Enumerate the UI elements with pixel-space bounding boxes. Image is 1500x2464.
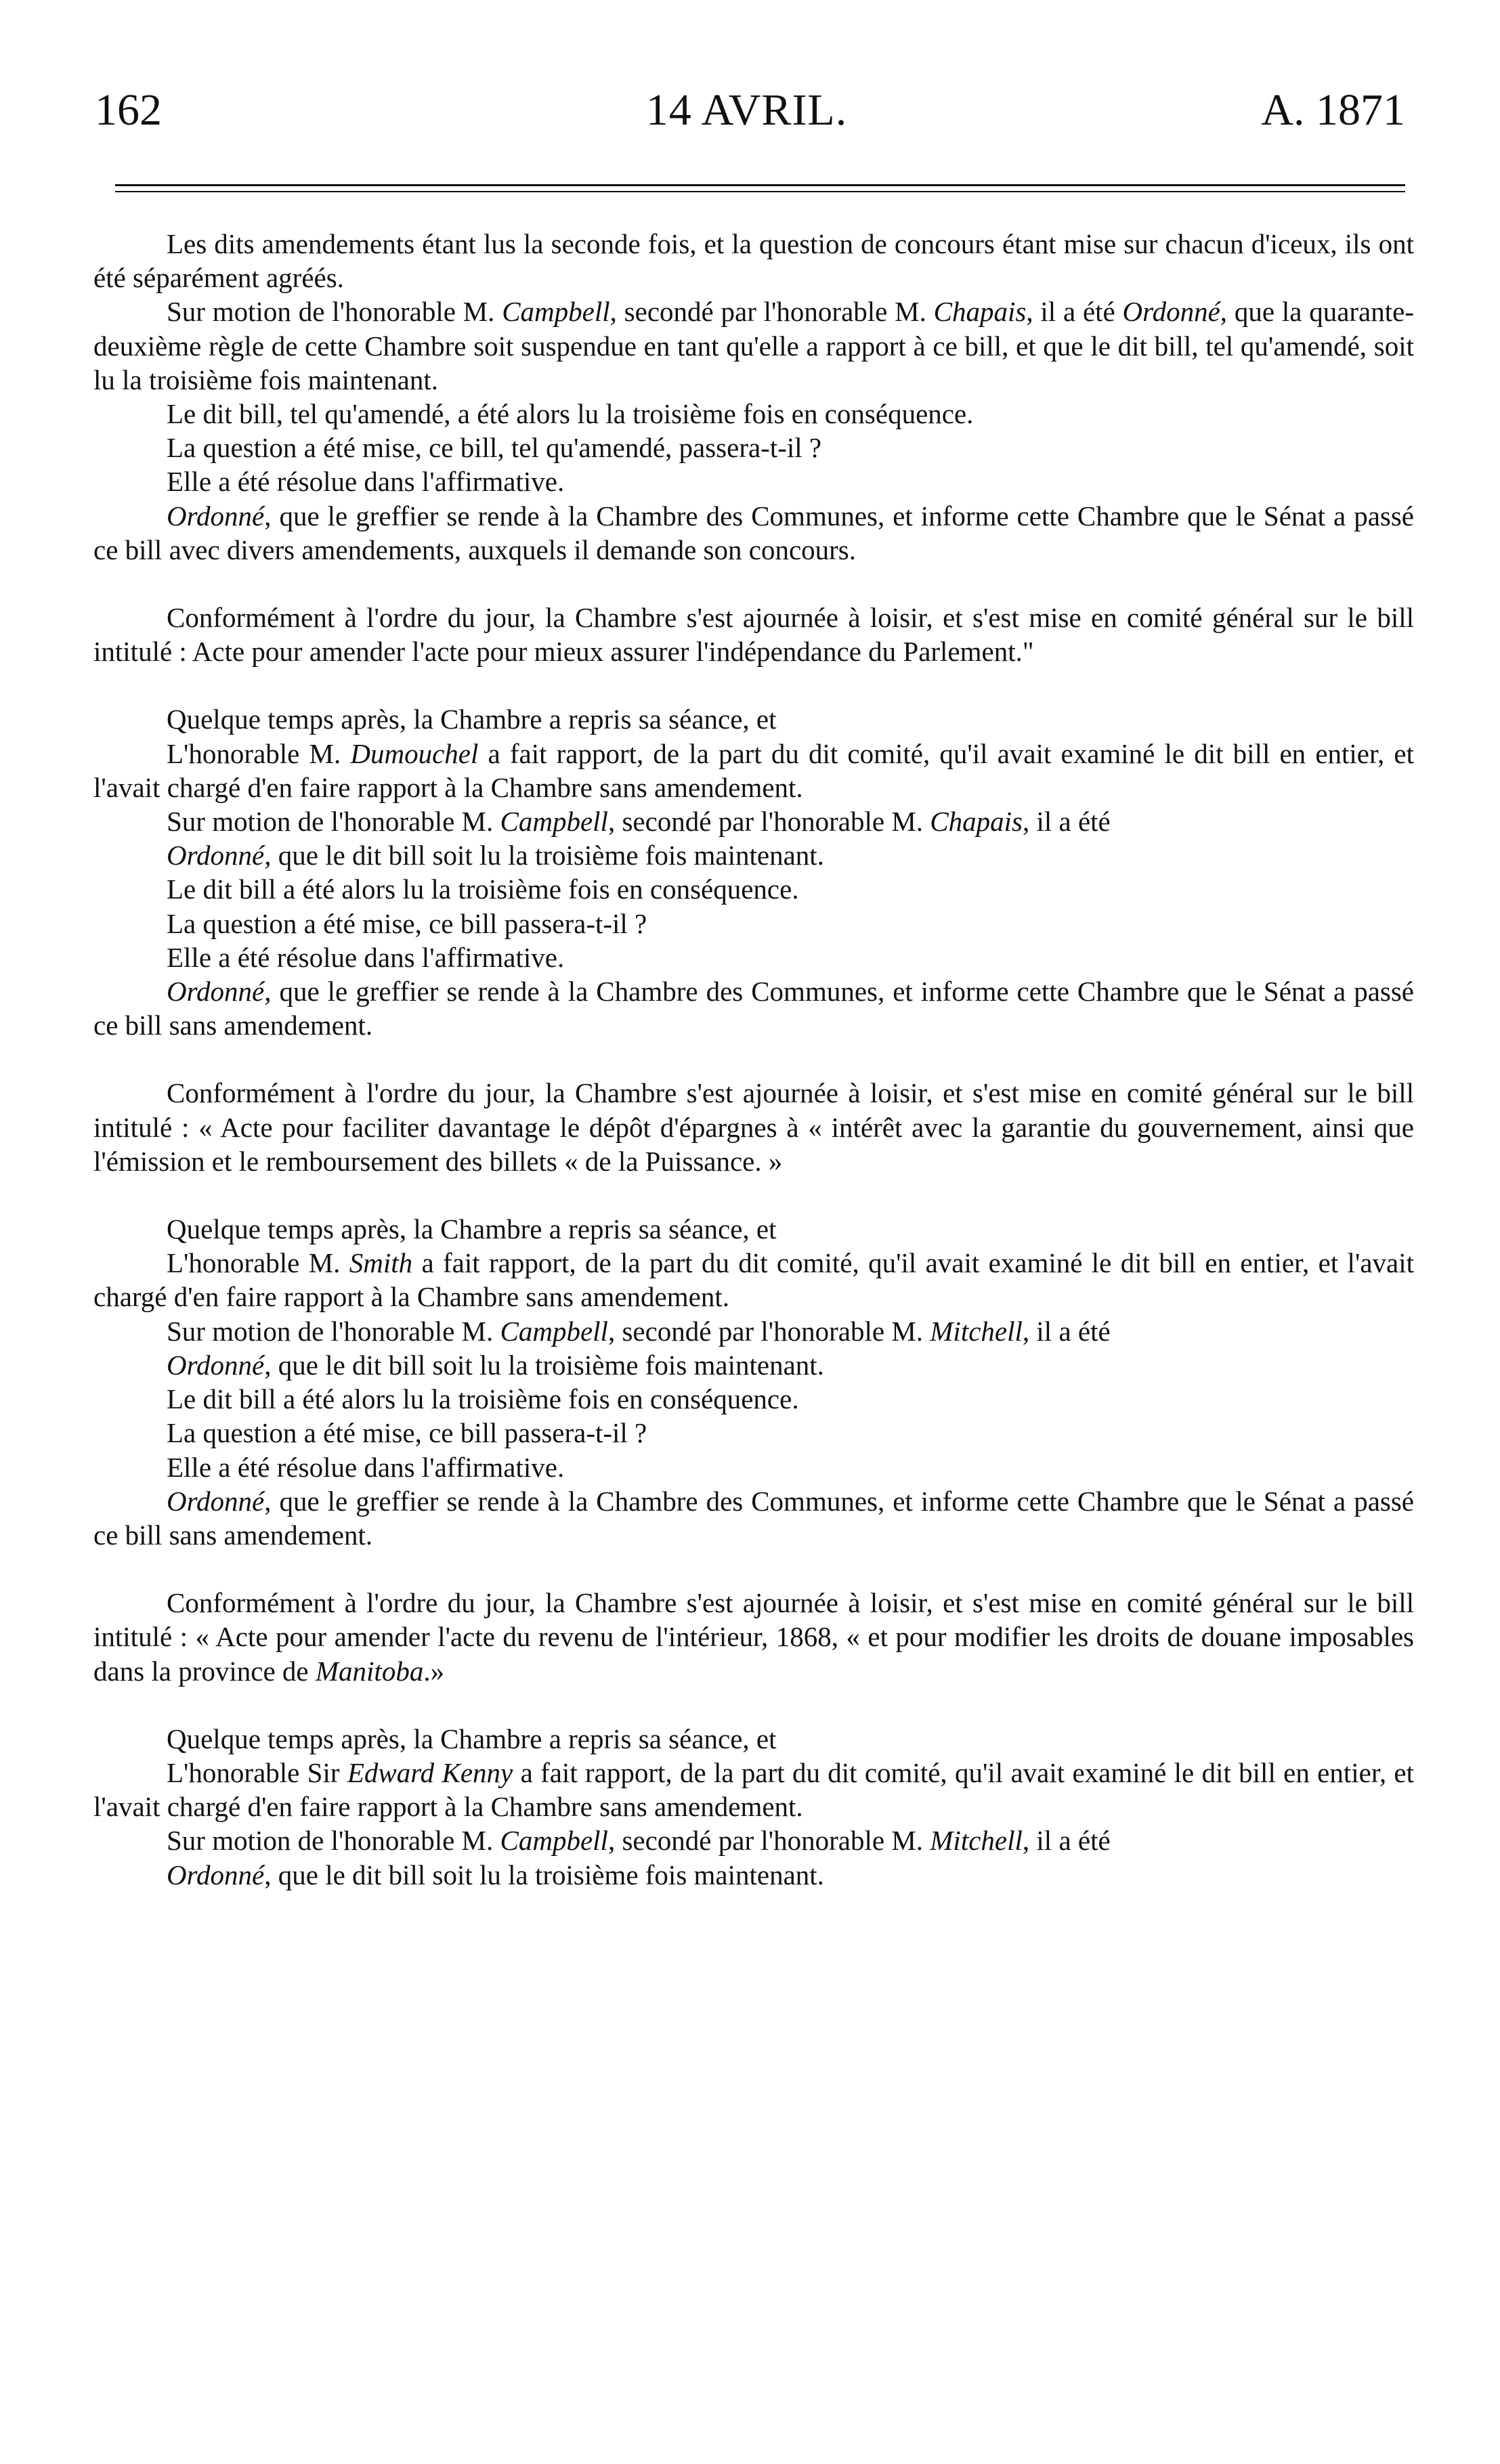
- italic-name: Ordonné: [167, 1859, 265, 1890]
- paragraph: [93, 1416, 1414, 1450]
- header-rule: [115, 184, 1405, 186]
- text-run: Conformément à l'ordre du jour, la Chambre s'est ajournée à loisir, et s'est mise en comité général sur le bill intitulé : Acte pour amender l'acte pour mieux assurer l'indépendance du Parlement.": [93, 602, 1414, 668]
- paragraph: [93, 295, 1414, 397]
- text-run: Les dits amendements étant lus la seconde fois, et la question de concours étant mise sur chacun d'iceux, ils ont été séparément agréés.: [93, 228, 1414, 294]
- text-run: L'honorable M.: [167, 1247, 349, 1279]
- italic-name: Ordonné: [167, 1485, 265, 1517]
- italic-name: Campbell: [500, 806, 608, 838]
- header-year: A. 1871: [1261, 85, 1405, 135]
- text-run: , que le dit bill soit lu la troisième fois maintenant.: [264, 1859, 824, 1890]
- paragraph: [93, 464, 1414, 498]
- paragraph: [93, 702, 1414, 736]
- text-run: Elle a été résolue dans l'affirmative.: [167, 941, 565, 973]
- italic-name: Ordonné: [167, 840, 265, 871]
- italic-name: Campbell: [500, 1315, 608, 1347]
- italic-name: Smith: [349, 1247, 413, 1279]
- paragraph: [93, 1076, 1414, 1178]
- paragraph: [93, 1823, 1414, 1857]
- journal-text: [93, 227, 1414, 1892]
- text-run: a fait rapport, de la part du dit comité, qu'il avait examiné le dit bill en entier, et l'avait chargé d'en faire rapport à la Chambre sans amendement.: [93, 1247, 1415, 1313]
- paragraph: [93, 1722, 1414, 1756]
- paragraph: [93, 431, 1414, 464]
- text-run: , que le dit bill soit lu la troisième fois maintenant.: [264, 840, 824, 871]
- text-run: Sur motion de l'honorable M.: [167, 1315, 500, 1347]
- italic-name: Chapais: [933, 296, 1027, 328]
- text-run: L'honorable Sir: [167, 1756, 347, 1788]
- paragraph: [93, 1382, 1414, 1416]
- text-run: Sur motion de l'honorable M.: [167, 1825, 500, 1857]
- text-run: , il a été: [1022, 1315, 1111, 1347]
- text-run: Le dit bill a été alors lu la troisième fois en conséquence.: [167, 1383, 799, 1415]
- paragraph: [93, 1314, 1414, 1348]
- paragraph: [93, 737, 1414, 804]
- italic-name: Mitchell: [930, 1315, 1023, 1347]
- text-run: , secondé par l'honorable M.: [607, 1825, 930, 1857]
- italic-name: Chapais: [930, 806, 1023, 838]
- paragraph: [93, 804, 1414, 838]
- text-run: Elle a été résolue dans l'affirmative.: [167, 466, 565, 498]
- text-run: La question a été mise, ce bill passera-t-il ?: [167, 1417, 647, 1449]
- text-run: , il a été: [1022, 806, 1111, 838]
- italic-name: Ordonné: [1122, 296, 1220, 328]
- italic-name: Ordonné: [167, 500, 265, 532]
- text-run: Quelque temps après, la Chambre a repris sa séance, et: [167, 1723, 777, 1754]
- text-run: , il a été: [1022, 1825, 1111, 1857]
- text-run: La question a été mise, ce bill, tel qu'amendé, passera-t-il ?: [167, 432, 822, 464]
- italic-name: Mitchell: [930, 1825, 1023, 1857]
- text-run: Elle a été résolue dans l'affirmative.: [167, 1451, 565, 1483]
- italic-name: Dumouchel: [350, 737, 479, 769]
- text-run: Quelque temps après, la Chambre a repris sa séance, et: [167, 704, 777, 735]
- paragraph: [93, 1484, 1414, 1552]
- paragraph: [93, 1858, 1414, 1892]
- text-run: Sur motion de l'honorable M.: [167, 296, 502, 328]
- text-run: , il a été: [1026, 296, 1123, 328]
- text-run: La question a été mise, ce bill passera-t-il ?: [167, 907, 647, 939]
- header-rule-thin: [115, 191, 1405, 192]
- paragraph: [93, 974, 1414, 1042]
- paragraph: [93, 1756, 1414, 1823]
- italic-name: Edward Kenny: [347, 1756, 513, 1788]
- paragraph: [93, 227, 1414, 295]
- text-run: , que le dit bill soit lu la troisième fois maintenant.: [264, 1349, 824, 1381]
- text-run: , que le greffier se rende à la Chambre des Communes, et informe cette Chambre que le Sénat a passé ce bill sans amendement.: [93, 1485, 1414, 1551]
- paragraph: [93, 499, 1414, 567]
- paragraph: [93, 872, 1414, 906]
- text-run: , que la quarante-deuxième règle de cette Chambre soit suspendue en tant qu'elle a rapport à ce bill, et que le dit bill, tel qu'amendé, soit lu la troisième fois maintenant.: [93, 296, 1414, 395]
- text-run: a fait rapport, de la part du dit comité, qu'il avait examiné le dit bill en entier, et l'avait chargé d'en faire rapport à la Chambre sans amendement.: [93, 1756, 1415, 1823]
- text-run: L'honorable M.: [167, 737, 351, 769]
- text-run: Conformément à l'ordre du jour, la Chambre s'est ajournée à loisir, et s'est mise en comité général sur le bill intitulé : « Acte pour amender l'acte du revenu de l'intérieur, 1868, « et pour modifier les droits de douane imposables dans la province de: [93, 1587, 1414, 1687]
- text-run: Conformément à l'ordre du jour, la Chambre s'est ajournée à loisir, et s'est mise en comité général sur le bill intitulé : « Acte pour faciliter davantage le dépôt d'épargnes à « intérêt avec la garantie du gouvernement, ainsi que l'émission et le remboursement des billets « de la Puissance. »: [93, 1077, 1414, 1177]
- paragraph: [93, 907, 1414, 941]
- text-run: , secondé par l'honorable M.: [607, 806, 930, 838]
- text-run: a fait rapport, de la part du dit comité, qu'il avait examiné le dit bill en entier, et l'avait chargé d'en faire rapport à la Chambre sans amendement.: [93, 737, 1414, 803]
- italic-name: Ordonné: [167, 976, 265, 1008]
- paragraph: [93, 397, 1414, 431]
- running-header: [88, 85, 1405, 159]
- paragraph: [93, 941, 1414, 974]
- page-number: 162: [95, 85, 162, 135]
- paragraph: [93, 1246, 1414, 1314]
- text-run: , que le greffier se rende à la Chambre des Communes, et informe cette Chambre que le Sénat a passé ce bill avec divers amendements, auxquels il demande son concours.: [93, 500, 1414, 565]
- text-run: Le dit bill a été alors lu la troisième fois en conséquence.: [167, 873, 799, 905]
- italic-name: Campbell: [502, 296, 610, 328]
- text-run: , secondé par l'honorable M.: [607, 1315, 930, 1347]
- text-run: Quelque temps après, la Chambre a repris sa séance, et: [167, 1213, 777, 1245]
- italic-name: Manitoba: [315, 1655, 424, 1687]
- text-run: , que le greffier se rende à la Chambre des Communes, et informe cette Chambre que le Sénat a passé ce bill sans amendement.: [93, 976, 1414, 1041]
- text-run: .»: [423, 1655, 445, 1687]
- paragraph: [93, 838, 1414, 872]
- text-run: Sur motion de l'honorable M.: [167, 806, 500, 838]
- italic-name: Ordonné: [167, 1349, 265, 1381]
- italic-name: Campbell: [500, 1825, 608, 1857]
- paragraph: [93, 1450, 1414, 1484]
- paragraph: [93, 601, 1414, 668]
- text-run: , secondé par l'honorable M.: [609, 296, 934, 328]
- paragraph: [93, 1348, 1414, 1382]
- header-date: 14 AVRIL.: [645, 85, 848, 135]
- paragraph: [93, 1586, 1414, 1688]
- paragraph: [93, 1212, 1414, 1246]
- text-run: Le dit bill, tel qu'amendé, a été alors lu la troisième fois en conséquence.: [167, 398, 974, 430]
